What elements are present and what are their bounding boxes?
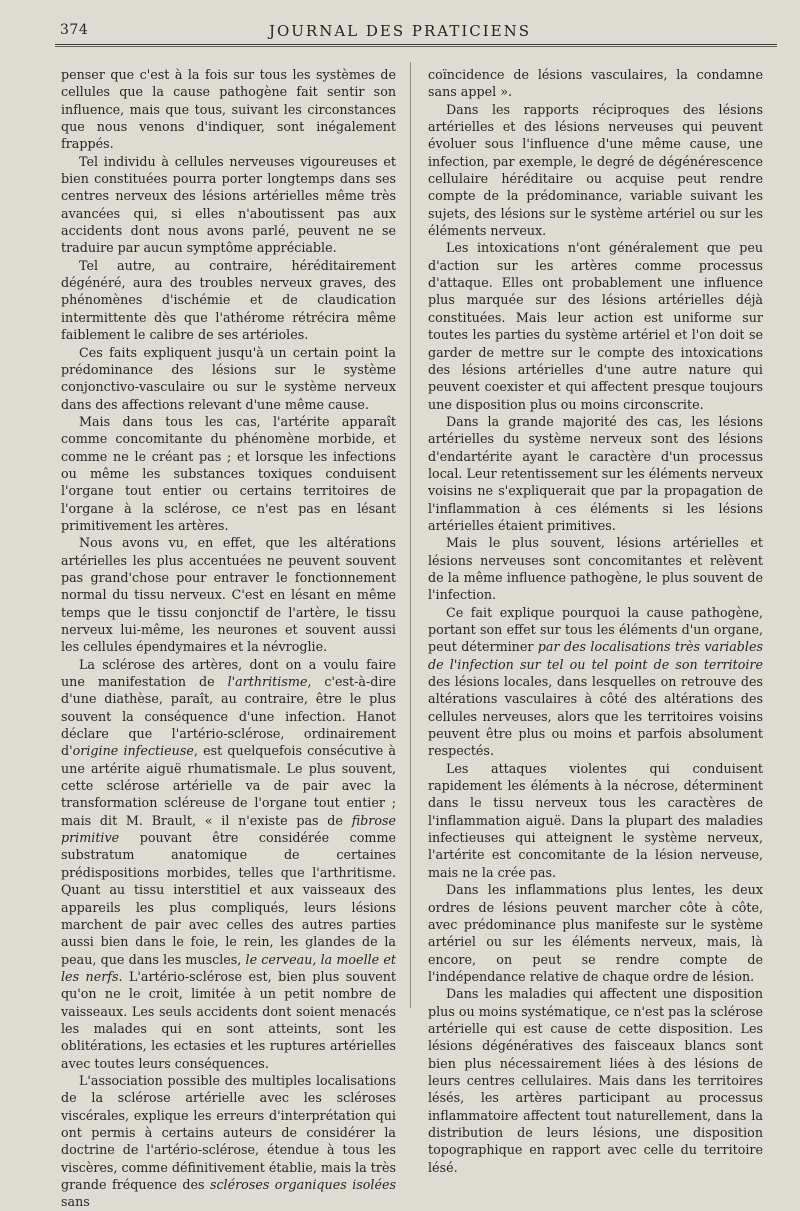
header-rule <box>55 44 777 47</box>
paragraph: penser que c'est à la fois sur tous les systèmes de cellules que la cause pathogène fait sentir son influence, mais que tous, suivant les circonstances que nous venons d'indiquer, sont inégalement frappés. <box>61 67 396 152</box>
paragraph: Dans les maladies qui affectent une disposition plus ou moins systématique, ce n'est pas la sclérose artérielle qui est cause de cette disposition. Les lésions dégénératives des faisceaux blancs sont bien plus nécessairement liées à des lésions de leurs centres cellulaires. Mais dans les territoires lésés, les artères participant au processus inflammatoire affectent tout naturellement, dans la distribution de leurs lésions, une disposition topographique en rapport avec celle du territoire lésé. <box>428 986 763 1175</box>
italic-term: scléroses organiques isolées <box>209 1177 396 1192</box>
paragraph: Les intoxications n'ont généralement que peu d'action sur les artères comme processus d'attaque. Elles ont probablement une influence plus marquée sur des lésions artérielles déjà constituées. Mais leur action est uniforme sur toutes les parties du système artériel et l'on doit se garder de mettre sur le compte des intoxications des lésions artérielles d'une autre nature qui peuvent coexister et qui affectent presque toujours une disposition plus ou moins circonscrite. <box>428 240 763 412</box>
italic-term: origine infectieuse <box>72 743 194 759</box>
text-run: pouvant être considérée comme substratum anatomique de certaines prédispositions morbides, telles que l'arthritisme. Quant au tissu interstitiel et aux vaisseaux des appareils les plus compliqués, leurs lésions marchent de pair avec celles des autres parties aussi bien dans le foie, le rein, les glandes de la peau, que dans les muscles, <box>61 830 396 967</box>
paragraph: Mais dans tous les cas, l'artérite apparaît comme concomitante du phénomène morbide, et comme ne le créant pas ; et lorsque les infections ou même les substances toxiques conduisent l'organe tout entier ou certains territoires de l'organe à la sclérose, ce n'est pas en lésant primitivement les artères. <box>61 413 396 533</box>
column-divider <box>410 62 411 1008</box>
text-run: , c'est-à-dire d'une diathèse, paraît, au contraire, être le plus souvent la conséquence d'une infection. Hanot déclare que l'artério-sclérose, ordinairement d' <box>61 674 397 759</box>
right-column <box>428 66 763 1176</box>
italic-term: l'arthritisme <box>227 674 308 690</box>
paragraph: coïncidence de lésions vasculaires, la condamne sans appel ». <box>428 67 763 100</box>
text-run: , est quelquefois consécutive à une artérite aiguë rhumatismale. Le plus souvent, cette sclérose artérielle va de pair avec la transformation scléreuse de l'organe tout entier ; mais dit M. Brault, « il n'existe pas de <box>61 743 396 828</box>
italic-term: fibrose primitive <box>61 812 396 846</box>
paragraph: Mais le plus souvent, lésions artérielles et lésions nerveuses sont concomitantes et relèvent de la même influence pathogène, le plus souvent de l'infection. <box>428 535 763 603</box>
paragraph <box>61 1072 396 1211</box>
text-run: . L'artério-sclérose est, bien plus souvent qu'on ne le croit, limitée à un petit nombre de vaisseaux. Les seuls accidents dont soient menacés les malades qui en sont atteints, sont les oblitérations, les ectasies et les ruptures artérielles avec toutes leurs conséquences. <box>61 968 396 1071</box>
text-run: Ce fait explique pourquoi la cause pathogène, portant son effet sur tous les éléments d'un organe, peut déterminer <box>428 604 763 655</box>
text-run: La sclérose des artères, dont on a voulu faire une manifestation de <box>61 656 396 690</box>
italic-term: par des localisations très variables de l'infection sur tel ou tel point de son territoire <box>428 639 763 672</box>
paragraph: Dans la grande majorité des cas, les lésions artérielles du système nerveux sont des lésions d'endartérite ayant le caractère d'un processus local. Leur retentissement sur les éléments nerveux voisins ne s'expliquerait que par la propagation de l'inflammation à ces éléments si les lésions artérielles étaient primitives. <box>428 413 763 533</box>
paragraph: Dans les inflammations plus lentes, les deux ordres de lésions peuvent marcher côte à côte, avec prédominance plus manifeste sur le système artériel ou sur les éléments nerveux, mais, là encore, on peut se rendre compte de l'indépendance relative de chaque ordre de lésion. <box>428 882 763 984</box>
text-run: sans <box>61 1194 90 1210</box>
italic-term: le cerveau, la moelle et les nerfs <box>61 951 396 984</box>
journal-title: JOURNAL DES PRATICIENS <box>268 22 532 40</box>
paragraph <box>428 604 763 760</box>
left-column <box>61 66 396 1211</box>
text-run: L'association possible des multiples localisations de la sclérose artérielle avec les scléroses viscérales, explique les erreurs d'interprétation qui ont permis à certains auteurs de considérer la doctrine de l'artério-sclérose, étendue à tous les viscères, comme définitivement établie, mais la très grande fréquence des <box>61 1072 396 1192</box>
page-number: 374 <box>60 22 89 38</box>
paragraph <box>61 656 396 1072</box>
paragraph: Les attaques violentes qui conduisent rapidement les éléments à la nécrose, déterminent dans le tissu nerveux tous les caractères de l'inflammation aiguë. Dans la plupart des maladies infectieuses qui atteignent le système nerveux, l'artérite est concomitante de la lésion nerveuse, mais ne la crée pas. <box>428 760 763 880</box>
paragraph: Tel individu à cellules nerveuses vigoureuses et bien constituées pourra porter longtemps dans ses centres nerveux des lésions artérielles même très avancées qui, si elles n'aboutissent pas aux accidents dont nous avons parlé, peuvent ne se traduire par aucun symptôme appréciable. <box>61 153 396 256</box>
paragraph: Ces faits expliquent jusqu'à un certain point la prédominance des lésions sur le système conjonctivo-vasculaire ou sur le système nerveux dans des affections relevant d'une même cause. <box>61 344 396 412</box>
text-run: des lésions locales, dans lesquelles on retrouve des altérations vasculaires à côté des altérations des cellules nerveuses, alors que les territoires voisins peuvent être plus ou moins et parfois absolument respectés. <box>428 674 763 759</box>
paragraph: Dans les rapports réciproques des lésions artérielles et des lésions nerveuses qui peuvent évoluer sous l'influence d'une même cause, une infection, par exemple, le degré de dégénérescence cellulaire héréditaire ou acquise peut rendre compte de la prédominance, variable suivant les sujets, des lésions sur le système artériel ou sur les éléments nerveux. <box>428 101 763 239</box>
page-header <box>0 14 800 44</box>
paragraph: Nous avons vu, en effet, que les altérations artérielles les plus accentuées ne peuvent souvent pas grand'chose pour entraver le fonctionnement normal du tissu nerveux. C'est en lésant en même temps que le tissu conjonctif de l'artère, le tissu nerveux lui-même, les neurones et souvent aussi les cellules épendymaires et la névroglie. <box>61 535 396 655</box>
paragraph: Tel autre, au contraire, héréditairement dégénéré, aura des troubles nerveux graves, des phénomènes d'ischémie et de claudication intermittente dès que l'athérome rétrécira même faiblement le calibre de ses artérioles. <box>61 257 396 343</box>
